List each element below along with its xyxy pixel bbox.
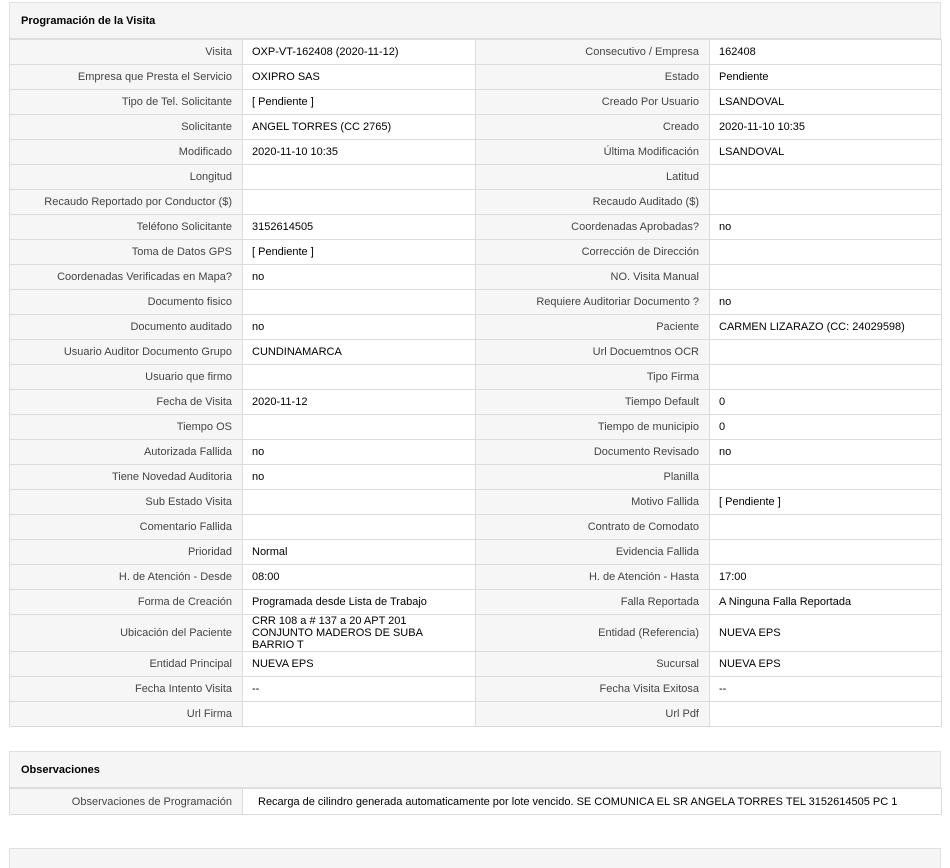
field-label: Creado (476, 115, 710, 140)
field-label: Tiempo de municipio (476, 415, 710, 440)
field-value (710, 165, 942, 190)
field-label: Última Modificación (476, 140, 710, 165)
field-value: 2020-11-10 10:35 (710, 115, 942, 140)
field-label: Contrato de Comodato (476, 515, 710, 540)
field-label: Autorizada Fallida (10, 440, 243, 465)
field-value: 162408 (710, 40, 942, 65)
field-value (243, 165, 476, 190)
next-panel (9, 848, 941, 868)
observaciones-label: Observaciones de Programación (10, 789, 243, 815)
table-row (10, 340, 942, 365)
field-label: H. de Atención - Desde (10, 565, 243, 590)
table-row (10, 415, 942, 440)
field-label: Tiempo Default (476, 390, 710, 415)
table-row (10, 190, 942, 215)
field-value (243, 365, 476, 390)
field-label: Tipo de Tel. Solicitante (10, 90, 243, 115)
field-value: Normal (243, 540, 476, 565)
field-value (243, 415, 476, 440)
observaciones-title: Observaciones (9, 751, 941, 788)
field-label: Solicitante (10, 115, 243, 140)
field-label: Latitud (476, 165, 710, 190)
field-value: 3152614505 (243, 215, 476, 240)
field-label: Tiene Novedad Auditoria (10, 465, 243, 490)
field-value: Programada desde Lista de Trabajo (243, 590, 476, 615)
field-value: no (710, 290, 942, 315)
table-row (10, 65, 942, 90)
observaciones-table (9, 788, 942, 815)
field-label: Longitud (10, 165, 243, 190)
table-row (10, 365, 942, 390)
field-label: H. de Atención - Hasta (476, 565, 710, 590)
table-row (10, 677, 942, 702)
field-label: Entidad (Referencia) (476, 615, 710, 652)
field-value: 0 (710, 415, 942, 440)
next-panel-header (9, 848, 941, 868)
observaciones-value: Recarga de cilindro generada automaticamente por lote vencido. SE COMUNICA EL SR ANGELA TORRES TEL 3152614505 PC 1 (243, 789, 942, 815)
table-row (10, 115, 942, 140)
field-value: no (243, 465, 476, 490)
table-row (10, 440, 942, 465)
field-label: NO. Visita Manual (476, 265, 710, 290)
field-value (710, 540, 942, 565)
field-value: 08:00 (243, 565, 476, 590)
field-value: CUNDINAMARCA (243, 340, 476, 365)
table-row (10, 315, 942, 340)
field-label: Url Pdf (476, 702, 710, 727)
field-value (710, 190, 942, 215)
field-label: Documento Revisado (476, 440, 710, 465)
field-label: Entidad Principal (10, 652, 243, 677)
field-value: LSANDOVAL (710, 140, 942, 165)
field-value: OXIPRO SAS (243, 65, 476, 90)
field-label: Fecha Visita Exitosa (476, 677, 710, 702)
field-label: Ubicación del Paciente (10, 615, 243, 652)
table-row (10, 590, 942, 615)
table-row (10, 652, 942, 677)
table-row (10, 40, 942, 65)
field-value (710, 265, 942, 290)
field-value: LSANDOVAL (710, 90, 942, 115)
field-label: Coordenadas Aprobadas? (476, 215, 710, 240)
observaciones-row (10, 789, 942, 815)
field-value (243, 702, 476, 727)
field-label: Comentario Fallida (10, 515, 243, 540)
field-label: Teléfono Solicitante (10, 215, 243, 240)
field-value: no (243, 440, 476, 465)
field-value: NUEVA EPS (243, 652, 476, 677)
field-label: Planilla (476, 465, 710, 490)
field-label: Tiempo OS (10, 415, 243, 440)
programacion-title: Programación de la Visita (9, 2, 941, 39)
field-value (243, 515, 476, 540)
field-label: Recaudo Reportado por Conductor ($) (10, 190, 243, 215)
table-row (10, 90, 942, 115)
field-value: 0 (710, 390, 942, 415)
table-row (10, 240, 942, 265)
field-label: Empresa que Presta el Servicio (10, 65, 243, 90)
table-row (10, 165, 942, 190)
programacion-panel (9, 2, 941, 727)
field-value: [ Pendiente ] (243, 240, 476, 265)
field-label: Paciente (476, 315, 710, 340)
table-row (10, 540, 942, 565)
field-value: [ Pendiente ] (243, 90, 476, 115)
field-value: OXP-VT-162408 (2020-11-12) (243, 40, 476, 65)
field-value (243, 290, 476, 315)
field-value: ANGEL TORRES (CC 2765) (243, 115, 476, 140)
field-value: 2020-11-10 10:35 (243, 140, 476, 165)
field-value (243, 190, 476, 215)
table-row (10, 140, 942, 165)
field-value: no (243, 315, 476, 340)
field-value: A Ninguna Falla Reportada (710, 590, 942, 615)
field-label: Estado (476, 65, 710, 90)
field-label: Url Docuemtnos OCR (476, 340, 710, 365)
field-label: Sub Estado Visita (10, 490, 243, 515)
table-row (10, 615, 942, 652)
field-label: Documento fisico (10, 290, 243, 315)
field-value (710, 365, 942, 390)
field-value (710, 702, 942, 727)
table-row (10, 515, 942, 540)
field-label: Modificado (10, 140, 243, 165)
field-value: -- (243, 677, 476, 702)
field-value: -- (710, 677, 942, 702)
table-row (10, 290, 942, 315)
field-label: Fecha de Visita (10, 390, 243, 415)
field-label: Documento auditado (10, 315, 243, 340)
field-label: Url Firma (10, 702, 243, 727)
field-value: 17:00 (710, 565, 942, 590)
field-value: no (243, 265, 476, 290)
table-row (10, 490, 942, 515)
table-row (10, 265, 942, 290)
field-value (710, 340, 942, 365)
table-row (10, 390, 942, 415)
field-label: Toma de Datos GPS (10, 240, 243, 265)
field-label: Usuario que firmo (10, 365, 243, 390)
field-label: Visita (10, 40, 243, 65)
field-value: CRR 108 a # 137 a 20 APT 201 CONJUNTO MADEROS DE SUBA BARRIO T (243, 615, 476, 652)
field-label: Forma de Creación (10, 590, 243, 615)
field-label: Fecha Intento Visita (10, 677, 243, 702)
programacion-table (9, 39, 942, 727)
field-label: Recaudo Auditado ($) (476, 190, 710, 215)
field-label: Consecutivo / Empresa (476, 40, 710, 65)
field-label: Creado Por Usuario (476, 90, 710, 115)
table-row (10, 565, 942, 590)
field-value: CARMEN LIZARAZO (CC: 24029598) (710, 315, 942, 340)
field-label: Usuario Auditor Documento Grupo (10, 340, 243, 365)
field-label: Motivo Fallida (476, 490, 710, 515)
field-value: 2020-11-12 (243, 390, 476, 415)
field-value: no (710, 215, 942, 240)
field-value (243, 490, 476, 515)
field-value: [ Pendiente ] (710, 490, 942, 515)
field-label: Evidencia Fallida (476, 540, 710, 565)
field-value (710, 465, 942, 490)
field-label: Coordenadas Verificadas en Mapa? (10, 265, 243, 290)
table-row (10, 465, 942, 490)
field-label: Sucursal (476, 652, 710, 677)
field-value: no (710, 440, 942, 465)
field-label: Corrección de Dirección (476, 240, 710, 265)
field-value (710, 240, 942, 265)
observaciones-panel (9, 751, 941, 815)
field-label: Requiere Auditoriar Documento ? (476, 290, 710, 315)
field-value: NUEVA EPS (710, 652, 942, 677)
table-row (10, 215, 942, 240)
table-row (10, 702, 942, 727)
field-label: Falla Reportada (476, 590, 710, 615)
field-label: Tipo Firma (476, 365, 710, 390)
field-value: NUEVA EPS (710, 615, 942, 652)
field-value (710, 515, 942, 540)
field-label: Prioridad (10, 540, 243, 565)
field-value: Pendiente (710, 65, 942, 90)
